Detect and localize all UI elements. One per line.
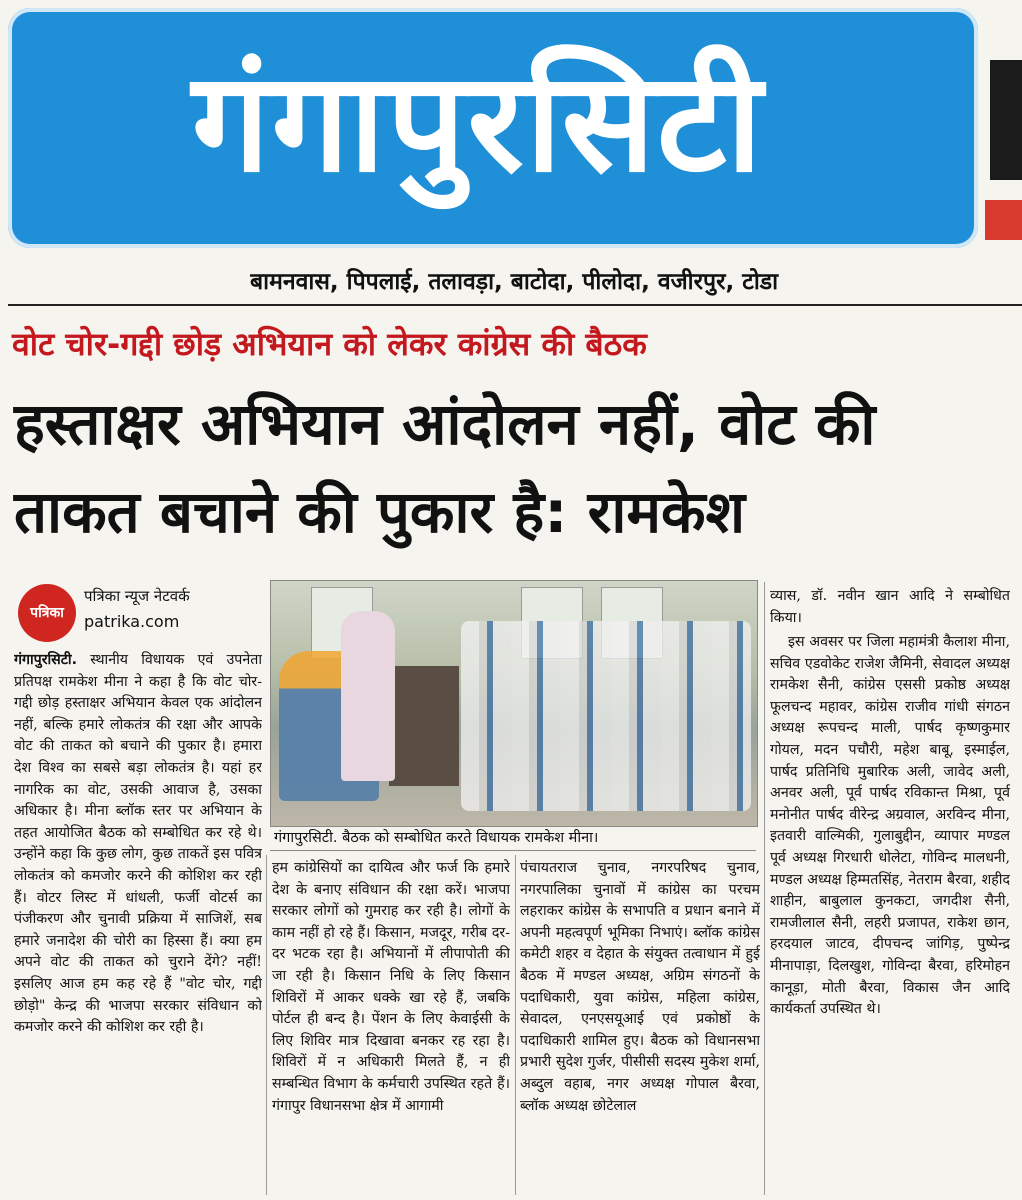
column-rule [764,582,765,1195]
article-headline: हस्ताक्षर अभियान आंदोलन नहीं, वोट की ताकत बचाने की पुकार है: रामकेश [14,390,876,546]
article-column-4-top: व्यास, डॉ. नवीन खान आदि ने सम्बोधित किया। [770,588,1010,626]
masthead-banner [8,8,978,248]
article-column-2: हम कांग्रेसियों का दायित्व और फर्ज कि हमारे देश के बनाए संविधान की रक्षा करें। भाजपा सरकार लोगों को गुमराह कर रही है। लोगों के काम नहीं हो रहे हैं। किसान, मजदूर, गरीब दर-दर भटक रहा है। अभियानों में लीपापोती की जा रही है। किसान निधि के लिए किसान शिविरों में आकर धक्के खा रहे हैं, जबकि पोर्टल ही बन्द है। पेंशन के लिए केवाईसी के लिए शिविर मात्र दिखावा बनकर रह रहा है। शिविरों में न अधिकारी मिलते हैं, न ही सम्बन्धित विभाग के कर्मचारी उपस्थित रहते हैं। गंगापुर विधानसभा क्षेत्र में आगामी [272,860,510,1114]
column-rule [266,855,267,1195]
photo-table [389,666,459,786]
article-column-1 [14,650,262,1195]
column-rule [515,855,516,1195]
article-column-3: पंचायतराज चुनाव, नगरपरिषद चुनाव, नगरपालिका चुनावों में कांग्रेस का परचम लहराकर कांग्रेस के सभापति व प्रधान बनाने में अपनी महत्वपूर्ण भूमिका निभाएं। ब्लॉक कांग्रेस कमेटी शहर व देहात के संयुक्त तत्वाधान में हुई बैठक में मण्डल अध्यक्ष, अग्रिम संगठनों के पदाधिकारी, युवा कांग्रेस, महिला कांग्रेस, सेवादल, एनएसयूआई एवं प्रकोष्ठों के पदाधिकारी शामिल हुए। बैठक को विधानसभा प्रभारी सुदेश गुर्जर, पीसीसी सदस्य मुकेश शर्मा, अब्दुल वहाब, नगर अध्यक्ष गोपाल बैरवा, ब्लॉक अध्यक्ष छोटेलाल [520,860,760,1114]
cropped-masthead-edge [990,60,1022,180]
photo-crowd [461,621,751,811]
dateline: गंगापुरसिटी. [14,652,77,668]
photo-speaker [341,611,395,781]
article-kicker: वोट चोर-गद्दी छोड़ अभियान को लेकर कांग्रेस की बैठक [12,325,647,363]
patrika-logo: पत्रिका [18,584,76,642]
column-1-text: स्थानीय विधायक एवं उपनेता प्रतिपक्ष रामकेश मीना ने कहा है कि वोट चोर-गद्दी छोड़ हस्ताक्षर अभियान केवल एक आंदोलन नहीं, बल्कि हमारे लोकतंत्र की रक्षा और आपके वोट की ताकत को बचाने की पुकार है। हमारा देश विश्व का सबसे बड़ा लोकतंत्र है। यहां हर नागरिक का वोट, उसकी आवाज है, उसका अधिकार है। मीना ब्लॉक स्तर पर अभियान के तहत आयोजित बैठक को सम्बोधित कर रहे थे। उन्होंने कहा कि कुछ लोग, कुछ ताकतें इस पवित्र लोकतंत्र को कमजोर करने की कोशिश कर रही हैं। वोटर लिस्ट में धांधली, फर्जी वोटर्स का पंजीकरण और चुनावी प्रक्रिया में साजिशें, सब हमारे जनादेश की चोरी का हिस्सा हैं। क्या हम अपने वोट की ताकत को चुराने देंगे? नहीं! इसलिए आज हम कह रहे हैं "वोट चोर, गद्दी छोड़ो" केन्द्र की भाजपा सरकार संविधान को कमजोर करने की कोशिश कर रही है। [14,652,262,1036]
photo-caption: गंगापुरसिटी. बैठक को सम्बोधित करते विधायक रामकेश मीना। [270,825,756,851]
article-photo [270,580,758,827]
section-divider [8,304,1022,306]
byline [18,582,268,642]
byline-network: पत्रिका न्यूज नेटवर्क [84,587,190,605]
region-list: बामनवास, पिपलाई, तलावड़ा, बाटोदा, पीलोदा, वजीरपुर, टोडा [250,269,779,295]
article-column-4: इस अवसर पर जिला महामंत्री कैलाश मीना, सचिव एडवोकेट राजेश जैमिनी, सेवादल अध्यक्ष रामकेश सैनी, कांग्रेस एससी प्रकोष्ठ अध्यक्ष फूलचन्द महावर, कांग्रेस राजीव गांधी संगठन अध्यक्ष रूपचन्द माली, पार्षद कृष्णकुमार गोयल, मदन पचौरी, महेश बाबू, इस्माईल, पार्षद प्रतिनिधि मुबारिक अली, जावेद अली, अनवर अली, पूर्व पार्षद रविकान्त मिश्रा, पूर्व मनोनीत पार्षद वीरेन्द्र अग्रवाल, अरविन्द मीना, इतवारी वाल्मिकी, गुलाबुद्दीन, व्यापार मण्डल पूर्व अध्यक्ष गिरधारी धोलेटा, गोविन्द मालधनी, मण्डल अध्यक्ष हिम्मतसिंह, नेतराम बैरवा, शहीद शाहीन, बाबुलाल कुनकटा, जगदीश सैनी, रामजीलाल सैनी, लहरी प्रजापत, राकेश छान, हरदयाल जाटव, दीपचन्द जांगिड़, पुष्पेन्द्र मीनापाड़ा, दिलखुश, गोविन्दा बैरवा, हरिमोहन कानूड़ा, मोती बैरवा, विकास जैन आदि कार्यकर्ता उपस्थित थे। [770,634,1010,1018]
masthead-title: गंगापुरसिटी [191,42,765,203]
cropped-red-band [985,200,1022,240]
byline-site: patrika.com [84,612,180,631]
